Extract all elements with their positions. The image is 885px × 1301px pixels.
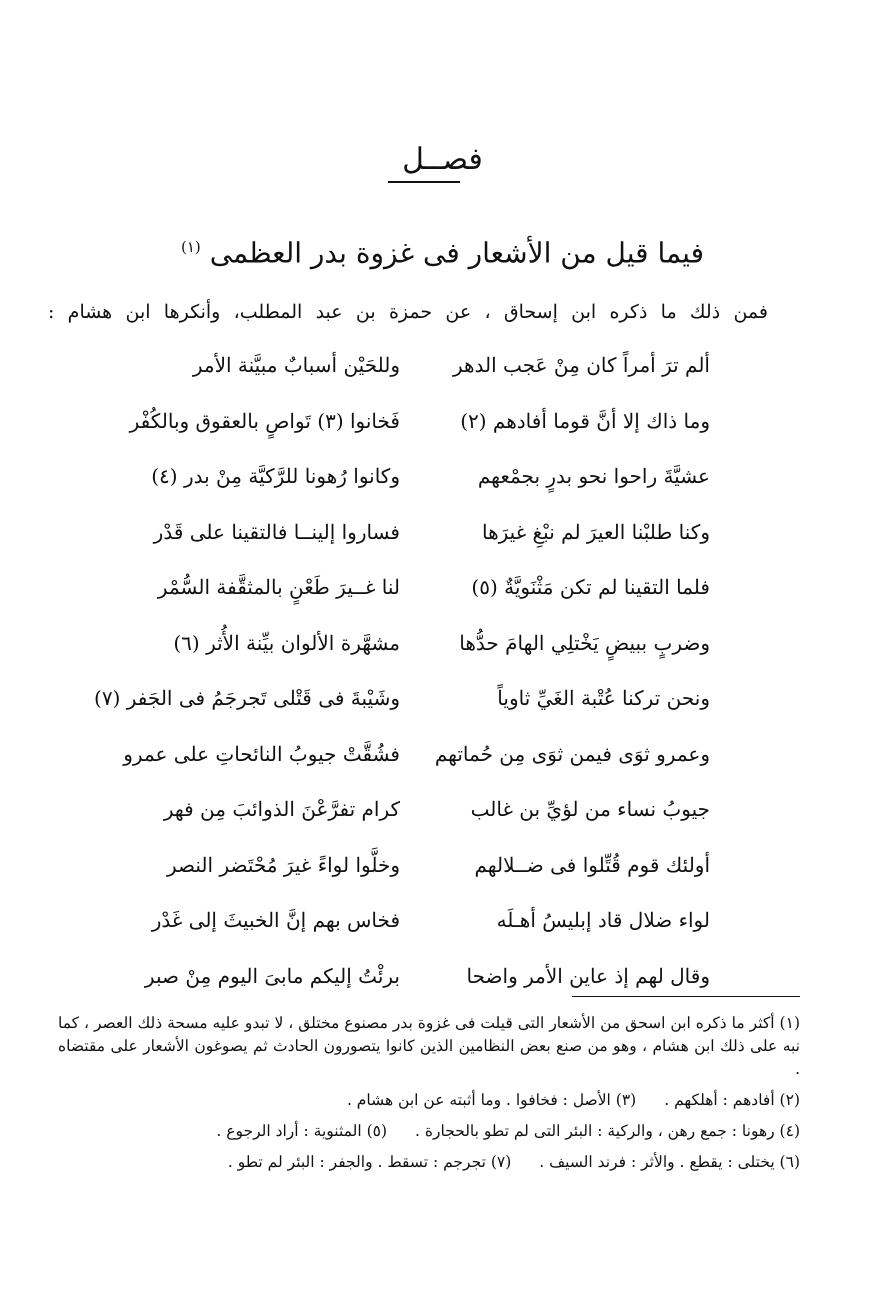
second-hemistich: فخاس بهم إنَّ الخبيثَ إلى غَدْر [151, 908, 400, 932]
verse-line [0, 789, 885, 845]
chapter-heading [0, 227, 885, 273]
verse-line [0, 401, 885, 457]
footnote-2: (٢) أفادهم : أهلكهم . [664, 1091, 800, 1109]
heading-footnote-mark: (١) [181, 238, 201, 256]
second-hemistich: فساروا إلينــا فالتقينا على قَدْر [153, 519, 400, 544]
verse-line [0, 678, 885, 734]
first-hemistich: فلما التقينا لم تكن مَثْنَويَّةٌ (٥) [471, 575, 710, 599]
verse-line [0, 512, 885, 568]
first-hemistich: عشيَّةَ راحوا نحو بدرٍ بجمْعهم [477, 464, 710, 488]
footnote-7: (٧) تجرجم : تسقط . والجفر : البئر لم تطو . [227, 1153, 512, 1171]
title-underline [388, 181, 460, 183]
second-hemistich: كرام تفرَّعْنَ الذوائبَ مِن فهر [163, 797, 400, 821]
second-hemistich: وكانوا رُهونا للرَّكيَّة مِنْ بدر (٤) [151, 464, 400, 488]
footnote-4: (٤) رهونا : جمع رهن ، والركية : البئر التى لم تطو بالحجارة . [415, 1122, 800, 1140]
second-hemistich: وخلَّوا لواءً غيرَ مُحْتَضر النصر [167, 852, 400, 877]
footnote-separator [572, 996, 800, 997]
verse-line [0, 956, 885, 1012]
footnote-row [58, 1120, 800, 1143]
footnote-3: (٣) الأصل : فخافوا . وما أثبته عن ابن هشام . [346, 1091, 637, 1109]
second-hemistich: فَخانوا (٣) تَواصٍ بالعقوق وبالكُفْر [129, 408, 400, 433]
first-hemistich: جيوبُ نساء من لؤيِّ بن غالب [470, 797, 710, 821]
section-title: فصــل [402, 142, 483, 177]
footnote-row [58, 1151, 800, 1174]
footnote-1: (١) أكثر ما ذكره ابن اسحق من الأشعار التى قيلت فى غزوة بدر مصنوع مختلق ، لا تبدو عليه مسحة ذلك العصر ، كما نبه على ذلك ابن هشام ، وهو من صنع بعض النظامين الذين كانوا يتصورون الحادث ثم يصوغون الأشعار على مقتضاه . [58, 1014, 800, 1078]
first-hemistich: وضربٍ ببيضٍ يَخْتلِي الهامَ حدُّها [459, 630, 710, 655]
second-hemistich: برئْتُ إليكم مابىَ اليوم مِنْ صبر [144, 963, 400, 988]
verse-line [0, 900, 885, 956]
verse-line [0, 456, 885, 512]
heading-text: فيما قيل من الأشعار فى غزوة بدر العظمى [209, 236, 704, 270]
second-hemistich: وشَيْبةَ فى قَتْلى تَجرجَمُ فى الجَفر (٧) [94, 686, 400, 710]
first-hemistich: وقال لهم إذ عاين الأمر واضحا [466, 963, 710, 988]
first-hemistich: وكنا طلبْنا العيرَ لم نبْغِ غيرَها [482, 519, 710, 544]
poem [0, 345, 885, 1011]
intro-paragraph: فمن ذلك ما ذكره ابن إسحاق ، عن حمزة بن عبد المطلب، وأنكرها ابن هشام : [48, 301, 768, 323]
first-hemistich: ألم ترَ أمراً كان مِنْ عَجب الدهر [452, 353, 710, 377]
footnote-5: (٥) المثنوية : أراد الرجوع . [216, 1122, 388, 1140]
verse-line [0, 623, 885, 679]
first-hemistich: لواء ضلال قاد إبليسُ أهـلَه [496, 908, 710, 932]
first-hemistich: وعمرو ثوَى فيمن ثوَى مِن حُماتهم [434, 741, 710, 766]
first-hemistich: أولئك قوم قُتِّلوا فى ضــلالهم [474, 852, 710, 877]
verse-line [0, 345, 885, 401]
verse-line [0, 567, 885, 623]
second-hemistich: مشهَّرة الألوان بيِّنة الأُثر (٦) [173, 630, 400, 655]
first-hemistich: وما ذاك إلا أنَّ قوما أفادهم (٢) [460, 408, 710, 433]
second-hemistich: وللحَيْن أسبابٌ مبيَّنة الأمر [192, 353, 400, 377]
footnote-row [58, 1089, 800, 1112]
second-hemistich: لنا غــيرَ طَعْنٍ بالمثقَّفة السُّمْر [157, 575, 400, 599]
verse-line [0, 734, 885, 790]
footnote-6: (٦) يختلى : يقطع . والأثر : فرند السيف . [539, 1153, 800, 1171]
second-hemistich: فشُقَّتْ جيوبُ النائحاتِ على عمرو [123, 741, 400, 766]
first-hemistich: ونحن تركنا عُتْبة الغَيِّ ثاوياً [497, 686, 710, 710]
verse-line [0, 845, 885, 901]
footnotes [58, 1012, 800, 1174]
